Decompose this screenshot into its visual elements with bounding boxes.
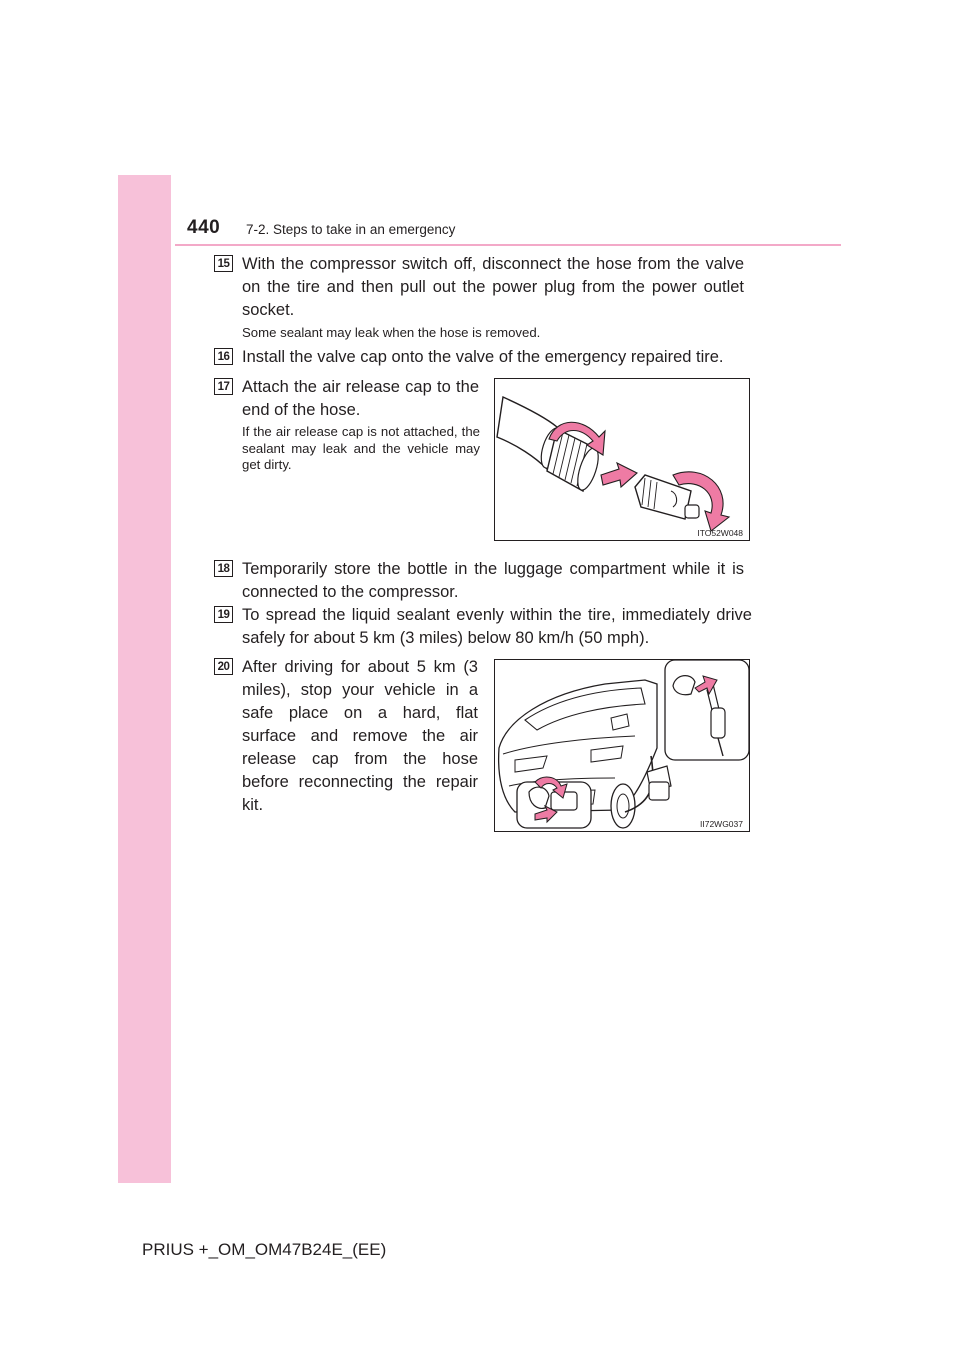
step-text-15: With the compressor switch off, disconnect the hose from the valve on the tire and then pull out the power plug from the power outlet socket.: [242, 255, 744, 319]
step-number-17: 17: [214, 378, 233, 395]
figure-code-2: II72WG037: [700, 819, 743, 829]
page-number: 440: [187, 217, 221, 238]
section-title: 7-2. Steps to take in an emergency: [246, 222, 456, 237]
step-number-20: 20: [214, 658, 233, 675]
step-text-17: Attach the air release cap to the end of the hose.: [242, 378, 479, 419]
vehicle-illustration: [495, 660, 749, 831]
step-text-18: Temporarily store the bottle in the luggage compartment while it is connected to the compressor.: [242, 560, 744, 601]
step-number-16: 16: [214, 348, 233, 365]
step-text-16: Install the valve cap onto the valve of the emergency repaired tire.: [242, 348, 724, 366]
figure-vehicle-repair-kit: [494, 659, 750, 832]
chapter-side-band: [118, 175, 171, 1183]
hose-cap-illustration: [495, 379, 749, 540]
step-text-20: After driving for about 5 km (3 miles), stop your vehicle in a safe place on a hard, flat surface and remove the air release cap from the hose before reconnecting the repair kit.: [242, 658, 478, 814]
figure-code-1: ITO52W048: [697, 528, 743, 538]
step-number-18: 18: [214, 560, 233, 577]
figure-air-release-cap: [494, 378, 750, 541]
step-note-15: Some sealant may leak when the hose is removed.: [242, 325, 541, 340]
step-number-15: 15: [214, 255, 233, 272]
header-rule: [175, 244, 841, 246]
step-number-19: 19: [214, 606, 233, 623]
step-text-19: To spread the liquid sealant evenly within the tire, immediately drive safely for about 5 km (3 miles) below 80 km/h (50 mph).: [242, 606, 752, 647]
step-note-17: If the air release cap is not attached, the sealant may leak and the vehicle may get dirty.: [242, 424, 480, 472]
footer-doc-id: PRIUS +_OM_OM47B24E_(EE): [142, 1240, 387, 1259]
